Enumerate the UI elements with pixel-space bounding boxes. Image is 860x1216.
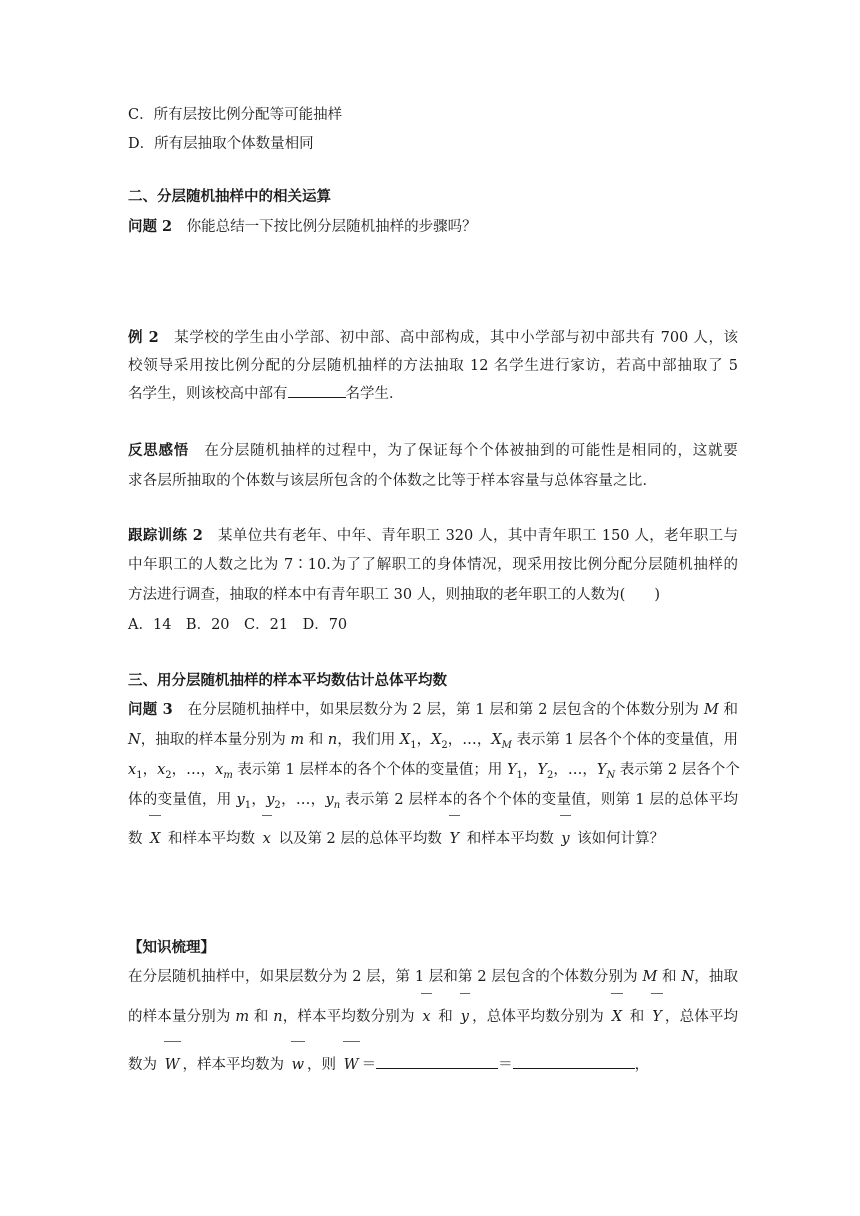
question3-line1: 问题 3 在分层随机抽样中，如果层数分为 2 层，第 1 层和第 2 层包含的个体数分别为 M 和 (128, 701, 739, 718)
example2-line3: 名学生，则该校高中部有 名学生． (128, 383, 738, 404)
reflection-line2: 求各层所抽取的个体数与该层所包含的个体数之比等于样本容量与总体容量之比． (128, 473, 658, 489)
question3-line4: 体的变量值，用 $y_1$，$y_2$，…，$y_n$ 表示第 2 层样本的各个个体的变量值，则第 1 层的总体平均 (128, 792, 739, 811)
formula-blank-1[interactable] (376, 1054, 498, 1069)
question2: 问题 2 你能总结一下按比例分层随机抽样的步骤吗？ (128, 218, 477, 235)
option-d: D．所有层抽取个体数量相同 (128, 136, 314, 152)
training2-line3: 方法进行调查，抽取的样本中有青年职工 30 人，则抽取的老年职工的人数为( ) (128, 587, 660, 603)
knowledge-line1: 在分层随机抽样中，如果层数分为 2 层，第 1 层和第 2 层包含的个体数分别为 M 和 N，抽取 (128, 969, 739, 985)
formula-blank-2[interactable] (513, 1054, 635, 1069)
reflection-line1: 反思感悟 在分层随机抽样的过程中，为了保证每个个体被抽到的可能性是相同的，这就要 (128, 442, 738, 459)
knowledge-title: 【知识梳理】 (128, 939, 215, 956)
example2-line2: 校领导采用按比例分配的分层随机抽样的方法抽取 12 名学生进行家访，若高中部抽取了 5 (128, 358, 739, 374)
training2-choices: A．14 B．20 C．21 D．70 (128, 617, 348, 633)
question3-line3: $x_1$，$x_2$，…，$x_m$ 表示第 1 层样本的各个个体的变量值；用 $Y_1$，$Y_2$，…，$Y_N$ 表示第 2 层各个个 (128, 762, 740, 781)
question3-line5: 数 X 和样本平均数 x 以及第 2 层的总体平均数 Y 和样本平均数 y 该如何计算？ (128, 831, 665, 847)
training2-line1: 跟踪训练 2 某单位共有老年、中年、青年职工 320 人，其中青年职工 150 人，老年职工与 (128, 527, 739, 544)
knowledge-line3: 数为 W ，样本平均数为 w ，则 W ＝ ＝ ， (128, 1054, 738, 1075)
knowledge-line2: 的样本量分别为 m 和 n，样本平均数分别为 x 和 y ，总体平均数分别为 X 和 Y ，总体平均 (128, 1009, 739, 1025)
option-c: C．所有层按比例分配等可能抽样 (128, 107, 343, 123)
section3-title: 三、用分层随机抽样的样本平均数估计总体平均数 (128, 672, 447, 689)
question3-line2: N，抽取的样本量分别为 m 和 n，我们用 $X_1$，$X_2$，…，$X_M$ 表示第 1 层各个个体的变量值，用 (128, 732, 739, 751)
section2-title: 二、分层随机抽样中的相关运算 (128, 188, 331, 205)
example2-line1: 例 2 某学校的学生由小学部、初中部、高中部构成，其中小学部与初中部共有 700 人，该 (128, 329, 738, 346)
answer-blank[interactable] (288, 383, 346, 398)
training2-line2: 中年职工的人数之比为 7∶10.为了了解职工的身体情况，现采用按比例分配分层随机抽样的 (128, 557, 738, 573)
